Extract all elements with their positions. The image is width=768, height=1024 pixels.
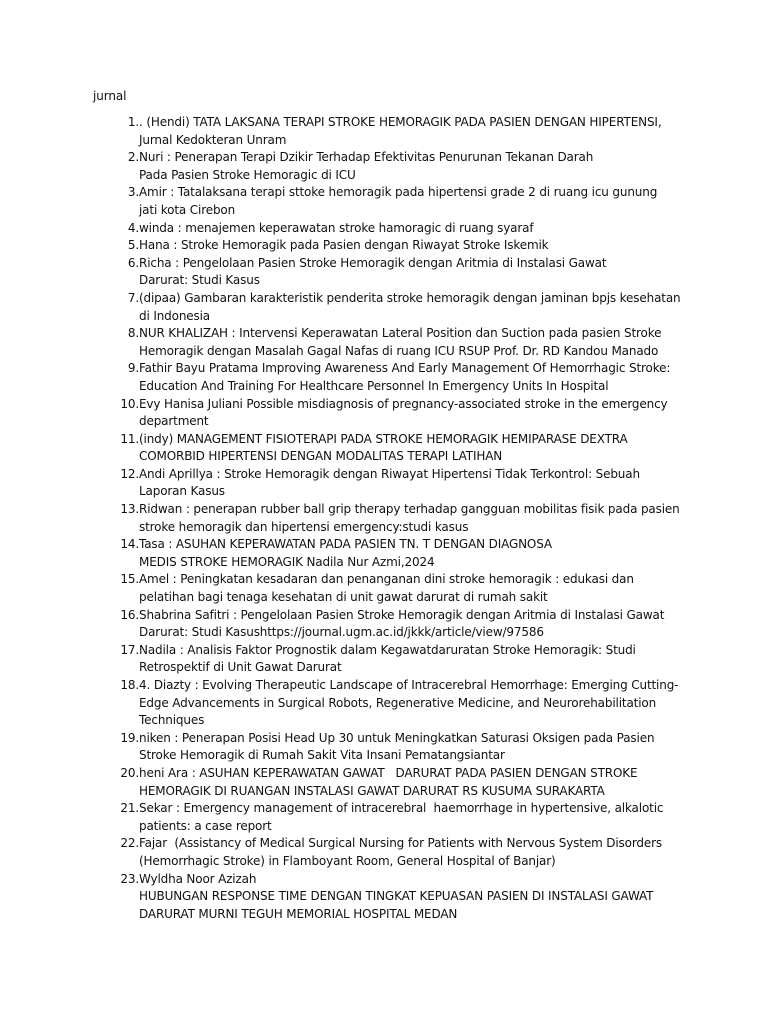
- list-item-number: 2.: [127, 150, 139, 165]
- list-item-line: pelatihan bagi tenaga kesehatan di unit gawat darurat di rumah sakit: [139, 590, 548, 605]
- list-item-text: [139, 255, 683, 290]
- list-item: [93, 677, 683, 730]
- list-item: [93, 325, 683, 360]
- list-item-line: di Indonesia: [139, 308, 210, 323]
- list-item: [93, 730, 683, 765]
- list-item-line: Andi Aprillya : Stroke Hemoragik dengan Riwayat Hipertensi Tidak Terkontrol: Sebuah: [139, 466, 640, 481]
- list-item-line: Richa : Pengelolaan Pasien Stroke Hemoragik dengan Aritmia di Instalasi Gawat: [139, 255, 607, 270]
- list-item-line: Shabrina Safitri : Pengelolaan Pasien Stroke Hemoragik dengan Aritmia di Instalasi Gawat: [139, 607, 665, 622]
- list-item: [93, 871, 683, 924]
- list-item: [93, 360, 683, 395]
- list-item: [93, 466, 683, 501]
- list-item-number-wrap: [93, 765, 139, 800]
- list-item-line: Stroke Hemoragik di Rumah Sakit Vita Insani Pematangsiantar: [139, 748, 505, 763]
- list-item-line: Nuri : Penerapan Terapi Dzikir Terhadap Efektivitas Penurunan Tekanan Darah: [139, 150, 594, 165]
- list-item-line: department: [139, 414, 209, 429]
- list-item-number-wrap: [93, 360, 139, 395]
- list-item-line: HUBUNGAN RESPONSE TIME DENGAN TINGKAT KEPUASAN PASIEN DI INSTALASI GAWAT: [139, 889, 654, 904]
- list-item-number-wrap: [93, 835, 139, 870]
- list-item-line: Wyldha Noor Azizah: [139, 871, 257, 886]
- list-item-number-wrap: [93, 396, 139, 431]
- list-item: [93, 184, 683, 219]
- list-item-number: 22.: [120, 836, 139, 851]
- list-item-line: NUR KHALIZAH : Intervensi Keperawatan Lateral Position dan Suction pada pasien Stroke: [139, 326, 662, 341]
- list-item-number: 5.: [127, 238, 139, 253]
- list-item-text: [139, 536, 683, 571]
- list-item: [93, 571, 683, 606]
- list-item-text: [139, 360, 683, 395]
- list-item-number: 8.: [127, 326, 139, 341]
- list-item-line: Techniques: [139, 713, 205, 728]
- list-item-line: Sekar : Emergency management of intracerebral haemorrhage in hypertensive, alkalotic: [139, 801, 664, 816]
- list-item-number: 15.: [120, 572, 139, 587]
- list-item: [93, 220, 683, 238]
- list-item-text: [139, 501, 683, 536]
- list-item-number-wrap: [93, 431, 139, 466]
- list-item-line: 4. Diazty : Evolving Therapeutic Landscape of Intracerebral Hemorrhage: Emerging Cutting-: [139, 678, 679, 692]
- list-item-line: Amir : Tatalaksana terapi sttoke hemoragik pada hipertensi grade 2 di ruang icu gunung: [139, 185, 658, 200]
- list-item-line: jati kota Cirebon: [139, 202, 236, 217]
- list-item-line: Retrospektif di Unit Gawat Darurat: [139, 660, 342, 675]
- list-item-number-wrap: [93, 237, 139, 255]
- list-item-line: patients: a case report: [139, 818, 272, 833]
- list-item-number: 20.: [120, 765, 139, 780]
- list-item-number-wrap: [93, 800, 139, 835]
- list-item-number: 14.: [120, 537, 139, 552]
- list-item-line: HEMORAGIK DI RUANGAN INSTALASI GAWAT DARURAT RS KUSUMA SURAKARTA: [139, 783, 605, 798]
- list-item-number: 1.: [127, 115, 139, 129]
- list-item: [93, 255, 683, 290]
- list-item-line: Nadila : Analisis Faktor Prognostik dalam Kegawatdaruratan Stroke Hemoragik: Studi: [139, 642, 636, 657]
- list-item-line: Evy Hanisa Juliani Possible misdiagnosis of pregnancy-associated stroke in the emergency: [139, 396, 668, 411]
- list-item-text: [139, 325, 683, 360]
- list-item-number: 13.: [120, 502, 139, 517]
- list-item: [93, 835, 683, 870]
- list-item-line: COMORBID HIPERTENSI DENGAN MODALITAS TERAPI LATIHAN: [139, 449, 503, 464]
- list-item-number-wrap: [93, 536, 139, 571]
- list-item-line: heni Ara : ASUHAN KEPERAWATAN GAWAT DARURAT PADA PASIEN DENGAN STROKE: [139, 765, 638, 780]
- list-item-number: 21.: [120, 801, 139, 816]
- list-item-number-wrap: [93, 571, 139, 606]
- list-item-text: [139, 149, 683, 184]
- list-item: [93, 501, 683, 536]
- list-item-number: 4.: [127, 220, 139, 235]
- list-item-number: 3.: [127, 185, 139, 200]
- list-item-number-wrap: [93, 290, 139, 325]
- list-item-line: Darurat: Studi Kasushttps://journal.ugm.ac.id/jkkk/article/view/97586: [139, 625, 544, 640]
- list-item-text: [139, 431, 683, 466]
- list-item-number-wrap: [93, 730, 139, 765]
- list-item-text: [139, 220, 683, 238]
- list-item-number-wrap: [93, 677, 139, 730]
- list-item-number-wrap: [93, 255, 139, 290]
- list-item-line: Edge Advancements in Surgical Robots, Regenerative Medicine, and Neurorehabilitation: [139, 695, 657, 710]
- list-item-number: 12.: [120, 466, 139, 481]
- list-item-number-wrap: [93, 184, 139, 219]
- list-item-text: [139, 871, 683, 924]
- list-item-line: MEDIS STROKE HEMORAGIK Nadila Nur Azmi,2024: [139, 554, 435, 569]
- list-item-line: Education And Training For Healthcare Personnel In Emergency Units In Hospital: [139, 378, 609, 393]
- list-item-number-wrap: [93, 466, 139, 501]
- list-item-line: Hemoragik dengan Masalah Gagal Nafas di ruang ICU RSUP Prof. Dr. RD Kandou Manado: [139, 343, 659, 358]
- list-item-text: [139, 835, 683, 870]
- list-item-number: 23.: [120, 871, 139, 886]
- list-item-number: 10.: [120, 396, 139, 411]
- list-item-text: [139, 290, 683, 325]
- list-item-number-wrap: [93, 114, 139, 149]
- list-item-text: [139, 730, 683, 765]
- list-item-number-wrap: [93, 149, 139, 184]
- list-item-line: Pada Pasien Stroke Hemoragic di ICU: [139, 167, 356, 182]
- list-item-line: Hana : Stroke Hemoragik pada Pasien dengan Riwayat Stroke Iskemik: [139, 238, 549, 253]
- list-item-text: [139, 642, 683, 677]
- list-item-line: stroke hemoragik dan hipertensi emergency:studi kasus: [139, 519, 469, 534]
- list-item-line: Amel : Peningkatan kesadaran dan penanganan dini stroke hemoragik : edukasi dan: [139, 572, 634, 587]
- list-item-line: Darurat: Studi Kasus: [139, 273, 260, 288]
- list-item-number: 6.: [127, 255, 139, 270]
- list-item-number: 17.: [120, 642, 139, 657]
- list-item-text: [139, 677, 683, 730]
- list-item-text: [139, 466, 683, 501]
- list-item-text: [139, 184, 683, 219]
- list-item: [93, 290, 683, 325]
- list-item-number: 7.: [127, 290, 139, 305]
- list-item-text: [139, 800, 683, 835]
- document-heading: jurnal: [93, 89, 127, 103]
- list-item-text: [139, 396, 683, 431]
- list-item: [93, 431, 683, 466]
- list-item: [93, 607, 683, 642]
- list-item-line: Tasa : ASUHAN KEPERAWATAN PADA PASIEN TN. T DENGAN DIAGNOSA: [139, 537, 552, 552]
- list-item: [93, 114, 683, 149]
- list-item-number-wrap: [93, 325, 139, 360]
- list-item-text: [139, 114, 683, 149]
- list-item-text: [139, 571, 683, 606]
- list-item-text: [139, 765, 683, 800]
- list-item-number-wrap: [93, 642, 139, 677]
- list-item-line: Laporan Kasus: [139, 484, 225, 499]
- list-item-number-wrap: [93, 501, 139, 536]
- list-item-line: Jurnal Kedokteran Unram: [139, 132, 287, 147]
- list-item-line: winda : menajemen keperawatan stroke hamoragic di ruang syaraf: [139, 220, 534, 235]
- list-item-number: 11.: [120, 431, 139, 446]
- list-item-number-wrap: [93, 871, 139, 924]
- list-item-number: 18.: [120, 678, 139, 692]
- list-item-line: (dipaa) Gambaran karakteristik penderita stroke hemoragik dengan jaminan bpjs kesehatan: [139, 290, 681, 305]
- list-item-line: Fajar (Assistancy of Medical Surgical Nursing for Patients with Nervous System Disorders: [139, 836, 663, 851]
- list-item-number-wrap: [93, 220, 139, 238]
- list-item: [93, 536, 683, 571]
- list-item-number: 19.: [120, 730, 139, 745]
- list-item-line: (Hemorrhagic Stroke) in Flamboyant Room, General Hospital of Banjar): [139, 853, 556, 868]
- list-item-line: DARURAT MURNI TEGUH MEMORIAL HOSPITAL MEDAN: [139, 906, 458, 921]
- list-item: [93, 396, 683, 431]
- list-item-line: . (Hendi) TATA LAKSANA TERAPI STROKE HEMORAGIK PADA PASIEN DENGAN HIPERTENSI,: [139, 115, 662, 129]
- list-item-number-wrap: [93, 607, 139, 642]
- list-item: [93, 149, 683, 184]
- list-item: [93, 765, 683, 800]
- list-item-line: niken : Penerapan Posisi Head Up 30 untuk Meningkatkan Saturasi Oksigen pada Pasien: [139, 730, 655, 745]
- list-item: [93, 642, 683, 677]
- list-item-number: 16.: [120, 607, 139, 622]
- list-item-line: Ridwan : penerapan rubber ball grip therapy terhadap gangguan mobilitas fisik pada pasien: [139, 502, 680, 517]
- list-item-line: (indy) MANAGEMENT FISIOTERAPI PADA STROKE HEMORAGIK HEMIPARASE DEXTRA: [139, 431, 628, 446]
- list-item-text: [139, 607, 683, 642]
- journal-list: [93, 114, 683, 923]
- list-item: [93, 237, 683, 255]
- list-item-number: 9.: [127, 361, 139, 376]
- list-item: [93, 800, 683, 835]
- list-item-line: Fathir Bayu Pratama Improving Awareness And Early Management Of Hemorrhagic Stroke:: [139, 361, 671, 376]
- list-item-text: [139, 237, 683, 255]
